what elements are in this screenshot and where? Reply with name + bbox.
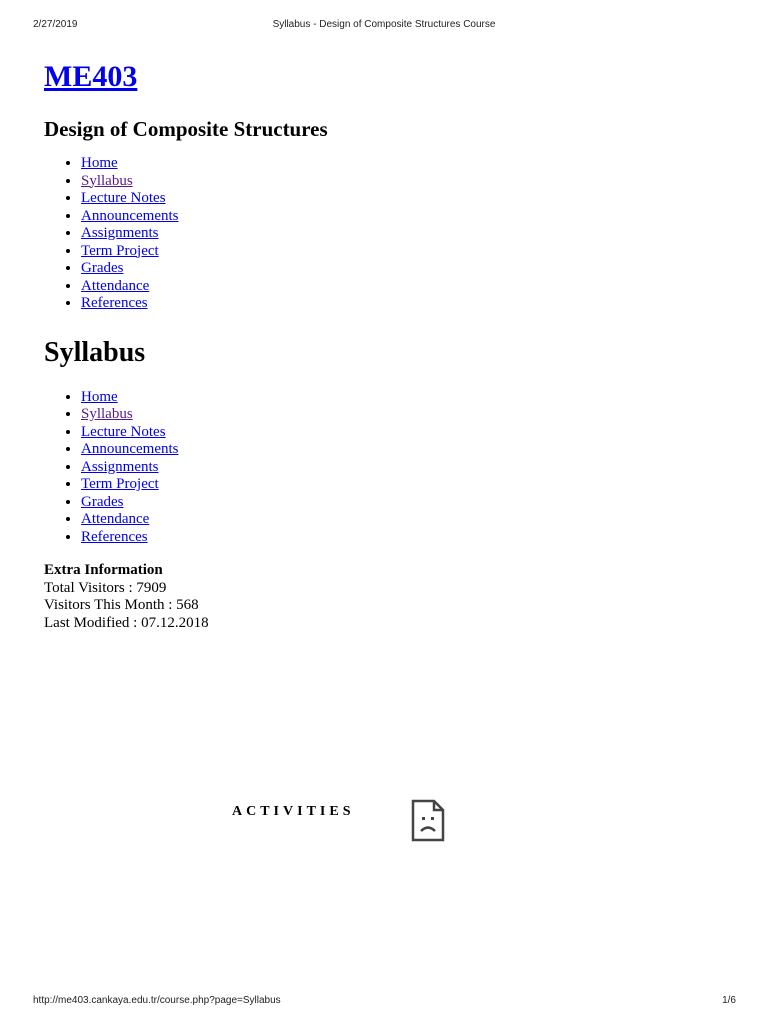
nav-link-grades[interactable]: Grades <box>81 260 124 276</box>
extra-information-title: Extra Information <box>44 562 163 578</box>
nav-item-syllabus <box>81 173 724 191</box>
nav-item-lecture-notes <box>81 190 724 208</box>
nav-item-term-project <box>81 476 724 494</box>
activities-label: ACTIVITIES <box>232 804 355 819</box>
nav-item-home <box>81 389 724 407</box>
nav-link-assignments[interactable]: Assignments <box>81 458 159 475</box>
nav-item-references <box>81 295 724 313</box>
nav-link-lecture-notes[interactable]: Lecture Notes <box>81 423 166 440</box>
nav-link-attendance[interactable]: Attendance <box>81 277 150 294</box>
visitors-this-month: Visitors This Month : 568 <box>44 597 199 613</box>
nav-link-assignments[interactable]: Assignments <box>81 225 159 241</box>
nav-item-announcements <box>81 441 724 459</box>
nav-item-announcements <box>81 208 724 226</box>
nav-item-term-project <box>81 243 724 261</box>
total-visitors: Total Visitors : 7909 <box>44 579 167 596</box>
nav-link-grades[interactable]: Grades <box>81 493 124 510</box>
page-content <box>44 58 724 632</box>
nav-item-references <box>81 529 724 547</box>
last-modified: Last Modified : 07.12.2018 <box>44 614 209 631</box>
section-navigation <box>44 389 724 547</box>
nav-link-announcements[interactable]: Announcements <box>81 441 179 457</box>
course-code-link[interactable]: ME403 <box>44 60 138 93</box>
broken-image-icon <box>410 799 446 843</box>
course-title: Design of Composite Structures <box>44 117 328 141</box>
nav-link-references[interactable]: References <box>81 295 148 311</box>
nav-item-grades <box>81 494 724 512</box>
nav-item-attendance <box>81 511 724 529</box>
course-code-heading <box>44 58 724 96</box>
nav-link-lecture-notes[interactable]: Lecture Notes <box>81 190 166 206</box>
nav-link-home[interactable]: Home <box>81 155 118 171</box>
print-page-title: Syllabus - Design of Composite Structures Course <box>272 19 496 30</box>
nav-link-attendance[interactable]: Attendance <box>81 511 150 527</box>
extra-information <box>44 562 724 632</box>
nav-item-assignments <box>81 225 724 243</box>
nav-link-syllabus[interactable]: Syllabus <box>81 406 133 422</box>
print-page-number: 1/6 <box>722 995 736 1006</box>
nav-item-assignments <box>81 459 724 477</box>
nav-link-references[interactable]: References <box>81 528 148 545</box>
nav-item-attendance <box>81 278 724 296</box>
page-heading: Syllabus <box>44 336 146 368</box>
nav-link-syllabus[interactable]: Syllabus <box>81 172 133 189</box>
nav-item-lecture-notes <box>81 424 724 442</box>
nav-item-home <box>81 155 724 173</box>
print-date: 2/27/2019 <box>33 19 78 30</box>
nav-link-home[interactable]: Home <box>81 388 118 405</box>
nav-item-grades <box>81 260 724 278</box>
nav-link-announcements[interactable]: Announcements <box>81 207 179 224</box>
nav-link-term-project[interactable]: Term Project <box>81 476 159 492</box>
print-url: http://me403.cankaya.edu.tr/course.php?page=Syllabus <box>33 995 281 1006</box>
nav-link-term-project[interactable]: Term Project <box>81 242 159 259</box>
nav-item-syllabus <box>81 406 724 424</box>
top-navigation <box>44 155 724 313</box>
